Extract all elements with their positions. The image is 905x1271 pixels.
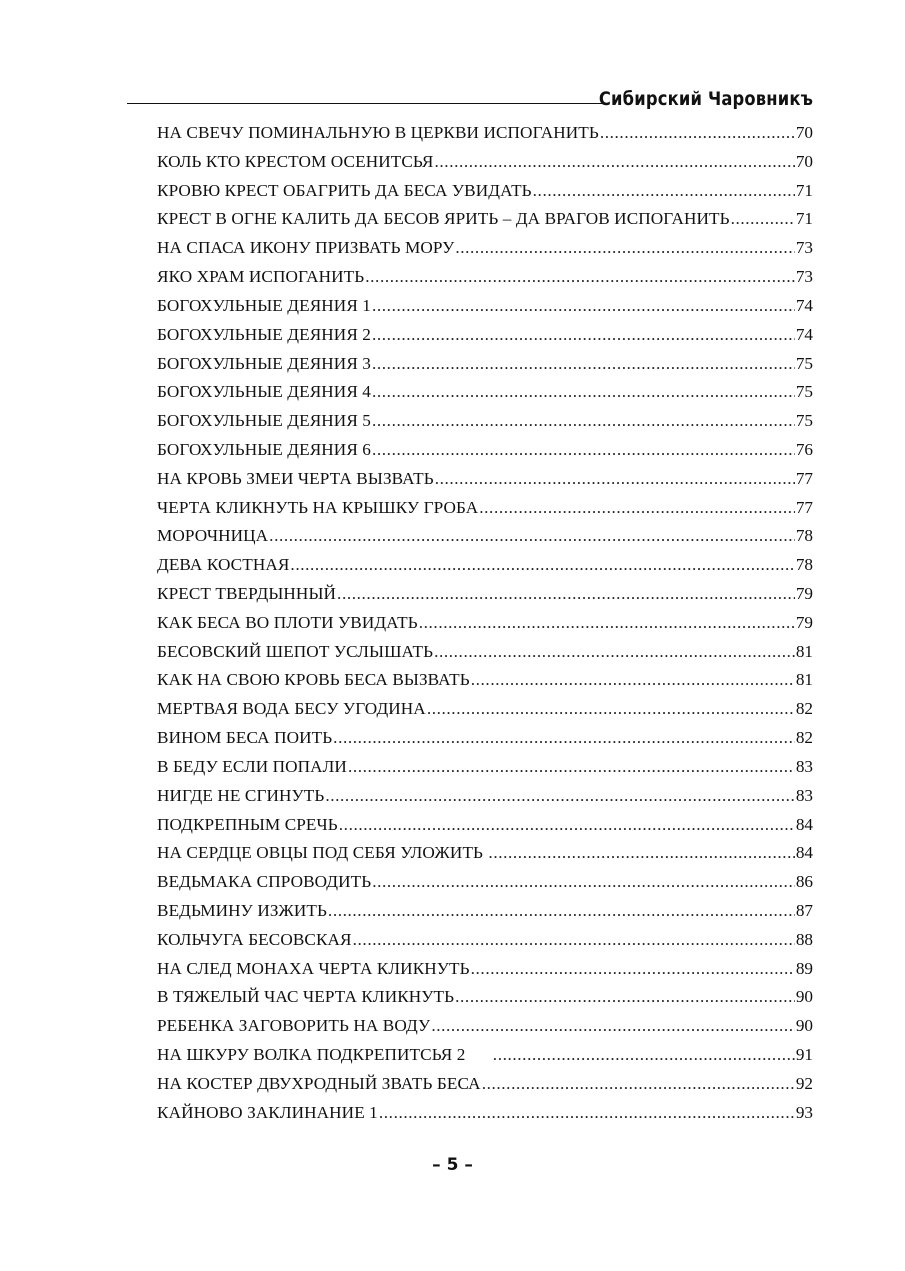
toc-entry-page: 70 bbox=[795, 123, 813, 142]
toc-entry-page: 84 bbox=[795, 814, 813, 834]
toc-entry bbox=[157, 148, 813, 177]
toc-entry-page: 75 bbox=[795, 353, 813, 373]
toc-entry-title: ВЕДЬМИНУ ИЗЖИТЬ bbox=[157, 900, 327, 920]
toc-entry bbox=[157, 378, 813, 407]
toc-entry bbox=[157, 1012, 813, 1041]
page-number: – 5 – bbox=[432, 1155, 473, 1175]
toc-entry-title: БОГОХУЛЬНЫЕ ДЕЯНИЯ 1 bbox=[157, 295, 371, 315]
running-title: Сибирский Чаровникъ bbox=[598, 88, 813, 110]
toc-entry-title: БЕСОВСКИЙ ШЕПОТ УСЛЫШАТЬ bbox=[157, 641, 434, 661]
toc-dot-leader bbox=[479, 494, 795, 523]
toc-entry bbox=[157, 465, 813, 494]
toc-entry-page: 87 bbox=[795, 900, 813, 920]
toc-entry-page: 79 bbox=[795, 612, 813, 632]
toc-entry bbox=[157, 205, 813, 234]
toc-entry-title: НА КРОВЬ ЗМЕИ ЧЕРТА ВЫЗВАТЬ bbox=[157, 468, 434, 488]
toc-dot-leader bbox=[533, 177, 795, 206]
toc-dot-leader bbox=[493, 1041, 795, 1070]
toc-entry bbox=[157, 695, 813, 724]
toc-entry-title: РЕБЕНКА ЗАГОВОРИТЬ НА ВОДУ bbox=[157, 1016, 431, 1036]
toc-entry-title: ВИНОМ БЕСА ПОИТЬ bbox=[157, 728, 333, 748]
toc-dot-leader bbox=[435, 148, 795, 177]
toc-entry bbox=[157, 782, 813, 811]
toc-dot-leader bbox=[348, 753, 795, 782]
toc-entry-page: 74 bbox=[795, 295, 813, 315]
toc-entry-title: БОГОХУЛЬНЫЕ ДЕЯНИЯ 2 bbox=[157, 324, 371, 344]
toc-entry bbox=[157, 177, 813, 206]
toc-entry-page: 77 bbox=[795, 497, 813, 517]
toc-entry bbox=[157, 119, 813, 148]
toc-entry-title: КРЕСТ В ОГНЕ КАЛИТЬ ДА БЕСОВ ЯРИТЬ – ДА ВРАГОВ ИСПОГАНИТЬ bbox=[157, 209, 730, 229]
toc-entry bbox=[157, 609, 813, 638]
toc-dot-leader bbox=[372, 350, 795, 379]
toc-entry bbox=[157, 839, 813, 868]
toc-entry bbox=[157, 1041, 813, 1070]
toc-entry bbox=[157, 638, 813, 667]
toc-dot-leader bbox=[434, 638, 795, 667]
toc-entry bbox=[157, 580, 813, 609]
toc-entry bbox=[157, 897, 813, 926]
toc-entry-page: 71 bbox=[795, 209, 813, 229]
toc-entry-page: 83 bbox=[795, 785, 813, 805]
toc-dot-leader bbox=[600, 119, 795, 148]
toc-entry-page: 70 bbox=[795, 151, 813, 171]
toc-entry-title: КАК НА СВОЮ КРОВЬ БЕСА ВЫЗВАТЬ bbox=[157, 670, 470, 690]
toc-entry bbox=[157, 666, 813, 695]
toc-entry-title: НА ШКУРУ ВОЛКА ПОДКРЕПИТСЬЯ 2 bbox=[157, 1045, 492, 1064]
toc-dot-leader bbox=[290, 551, 794, 580]
toc-entry-page: 73 bbox=[795, 267, 813, 287]
toc-dot-leader bbox=[328, 897, 795, 926]
toc-dot-leader bbox=[365, 263, 795, 292]
toc-entry-title: КРЕСТ ТВЕРДЫННЫЙ bbox=[157, 584, 337, 603]
toc-entry-title: БОГОХУЛЬНЫЕ ДЕЯНИЯ 3 bbox=[157, 353, 371, 373]
toc-entry-page: 77 bbox=[795, 468, 813, 488]
toc-entry-title: НА КОСТЕР ДВУХРОДНЫЙ ЗВАТЬ БЕСА bbox=[157, 1073, 481, 1093]
toc-entry-page: 90 bbox=[795, 1016, 813, 1036]
toc-entry-title: НА СВЕЧУ ПОМИНАЛЬНУЮ В ЦЕРКВИ ИСПОГАНИТЬ bbox=[157, 123, 599, 142]
toc-entry bbox=[157, 1099, 813, 1128]
toc-entry bbox=[157, 1070, 813, 1099]
toc-dot-leader bbox=[435, 465, 795, 494]
toc-entry-title: БОГОХУЛЬНЫЕ ДЕЯНИЯ 5 bbox=[157, 411, 371, 431]
toc-entry bbox=[157, 926, 813, 955]
toc-dot-leader bbox=[471, 955, 795, 984]
toc-entry-title: МОРОЧНИЦА bbox=[157, 526, 269, 546]
toc-entry-title: КОЛЬ КТО КРЕСТОМ ОСЕНИТСЬЯ bbox=[157, 151, 434, 171]
toc-entry-title: ЯКО ХРАМ ИСПОГАНИТЬ bbox=[157, 267, 365, 287]
toc-entry-page: 84 bbox=[795, 843, 813, 863]
toc-entry bbox=[157, 234, 813, 263]
toc-dot-leader bbox=[482, 1070, 795, 1099]
toc-entry-title: В ТЯЖЕЛЫЙ ЧАС ЧЕРТА КЛИКНУТЬ bbox=[157, 987, 455, 1007]
toc-entry-page: 86 bbox=[795, 872, 813, 892]
toc-entry-page: 82 bbox=[795, 699, 813, 719]
toc-entry bbox=[157, 811, 813, 840]
toc-entry bbox=[157, 753, 813, 782]
toc-dot-leader bbox=[471, 666, 795, 695]
toc-entry-title: НА СПАСА ИКОНУ ПРИЗВАТЬ МОРУ bbox=[157, 238, 455, 258]
toc-entry-title: ПОДКРЕПНЫМ СРЕЧЬ bbox=[157, 814, 338, 834]
toc-entry bbox=[157, 321, 813, 350]
toc-entry bbox=[157, 263, 813, 292]
toc-dot-leader bbox=[372, 321, 795, 350]
toc-entry bbox=[157, 436, 813, 465]
toc-dot-leader bbox=[488, 839, 794, 868]
toc-entry-title: КОЛЬЧУГА БЕСОВСКАЯ bbox=[157, 929, 352, 949]
toc-entry bbox=[157, 494, 813, 523]
toc-dot-leader bbox=[372, 378, 795, 407]
toc-entry-page: 74 bbox=[795, 324, 813, 344]
toc-entry-title: ВЕДЬМАКА СПРОВОДИТЬ bbox=[157, 872, 372, 892]
toc-entry-page: 73 bbox=[795, 238, 813, 258]
toc-entry-title: ДЕВА КОСТНАЯ bbox=[157, 555, 290, 575]
toc-entry-page: 89 bbox=[795, 958, 813, 978]
toc-entry-title: НА СЛЕД МОНАХА ЧЕРТА КЛИКНУТЬ bbox=[157, 958, 470, 978]
toc-entry-page: 76 bbox=[795, 439, 813, 459]
toc-entry bbox=[157, 551, 813, 580]
toc-entry-page: 75 bbox=[795, 411, 813, 431]
toc-entry-title: НА СЕРДЦЕ ОВЦЫ ПОД СЕБЯ УЛОЖИТЬ bbox=[157, 843, 488, 863]
toc-entry bbox=[157, 407, 813, 436]
toc-dot-leader bbox=[372, 436, 795, 465]
toc-dot-leader bbox=[325, 782, 794, 811]
toc-entry-page: 91 bbox=[795, 1045, 813, 1064]
toc-entry-title: В БЕДУ ЕСЛИ ПОПАЛИ bbox=[157, 756, 347, 776]
toc-dot-leader bbox=[419, 609, 795, 638]
toc-entry bbox=[157, 522, 813, 551]
table-of-contents bbox=[157, 119, 813, 1127]
toc-entry-title: КАК БЕСА ВО ПЛОТИ УВИДАТЬ bbox=[157, 612, 418, 632]
toc-dot-leader bbox=[455, 234, 794, 263]
toc-dot-leader bbox=[731, 205, 795, 234]
toc-entry-title: КРОВЮ КРЕСТ ОБАГРИТЬ ДА БЕСА УВИДАТЬ bbox=[157, 180, 532, 200]
toc-dot-leader bbox=[455, 983, 795, 1012]
toc-entry bbox=[157, 350, 813, 379]
toc-entry-title: МЕРТВАЯ ВОДА БЕСУ УГОДИНА bbox=[157, 699, 426, 719]
toc-dot-leader bbox=[372, 407, 795, 436]
toc-dot-leader bbox=[372, 868, 795, 897]
toc-dot-leader bbox=[339, 811, 795, 840]
toc-entry bbox=[157, 724, 813, 753]
toc-entry-page: 88 bbox=[795, 929, 813, 949]
toc-dot-leader bbox=[431, 1012, 795, 1041]
toc-dot-leader bbox=[333, 724, 795, 753]
toc-dot-leader bbox=[427, 695, 795, 724]
toc-entry-page: 78 bbox=[795, 555, 813, 575]
toc-entry-page: 81 bbox=[795, 670, 813, 690]
toc-entry-page: 81 bbox=[795, 641, 813, 661]
toc-entry-title: КАЙНОВО ЗАКЛИНАНИЕ 1 bbox=[157, 1102, 378, 1122]
toc-entry-page: 82 bbox=[795, 728, 813, 748]
toc-entry-page: 79 bbox=[795, 584, 813, 603]
toc-entry bbox=[157, 983, 813, 1012]
toc-entry bbox=[157, 868, 813, 897]
toc-entry-title: БОГОХУЛЬНЫЕ ДЕЯНИЯ 4 bbox=[157, 382, 371, 402]
toc-entry-page: 75 bbox=[795, 382, 813, 402]
toc-entry bbox=[157, 955, 813, 984]
toc-entry-page: 71 bbox=[795, 180, 813, 200]
toc-entry-page: 92 bbox=[795, 1073, 813, 1093]
toc-entry-page: 78 bbox=[795, 526, 813, 546]
toc-entry-page: 93 bbox=[795, 1102, 813, 1122]
toc-entry-page: 83 bbox=[795, 756, 813, 776]
toc-dot-leader bbox=[353, 926, 795, 955]
toc-entry-title: ЧЕРТА КЛИКНУТЬ НА КРЫШКУ ГРОБА bbox=[157, 497, 479, 517]
toc-entry bbox=[157, 292, 813, 321]
toc-entry-title: БОГОХУЛЬНЫЕ ДЕЯНИЯ 6 bbox=[157, 439, 371, 459]
toc-entry-title: НИГДЕ НЕ СГИНУТЬ bbox=[157, 785, 325, 805]
toc-dot-leader bbox=[269, 522, 795, 551]
toc-dot-leader bbox=[379, 1099, 795, 1128]
toc-dot-leader bbox=[337, 580, 795, 609]
toc-entry-page: 90 bbox=[795, 987, 813, 1007]
toc-dot-leader bbox=[372, 292, 795, 321]
header-rule bbox=[127, 103, 602, 104]
